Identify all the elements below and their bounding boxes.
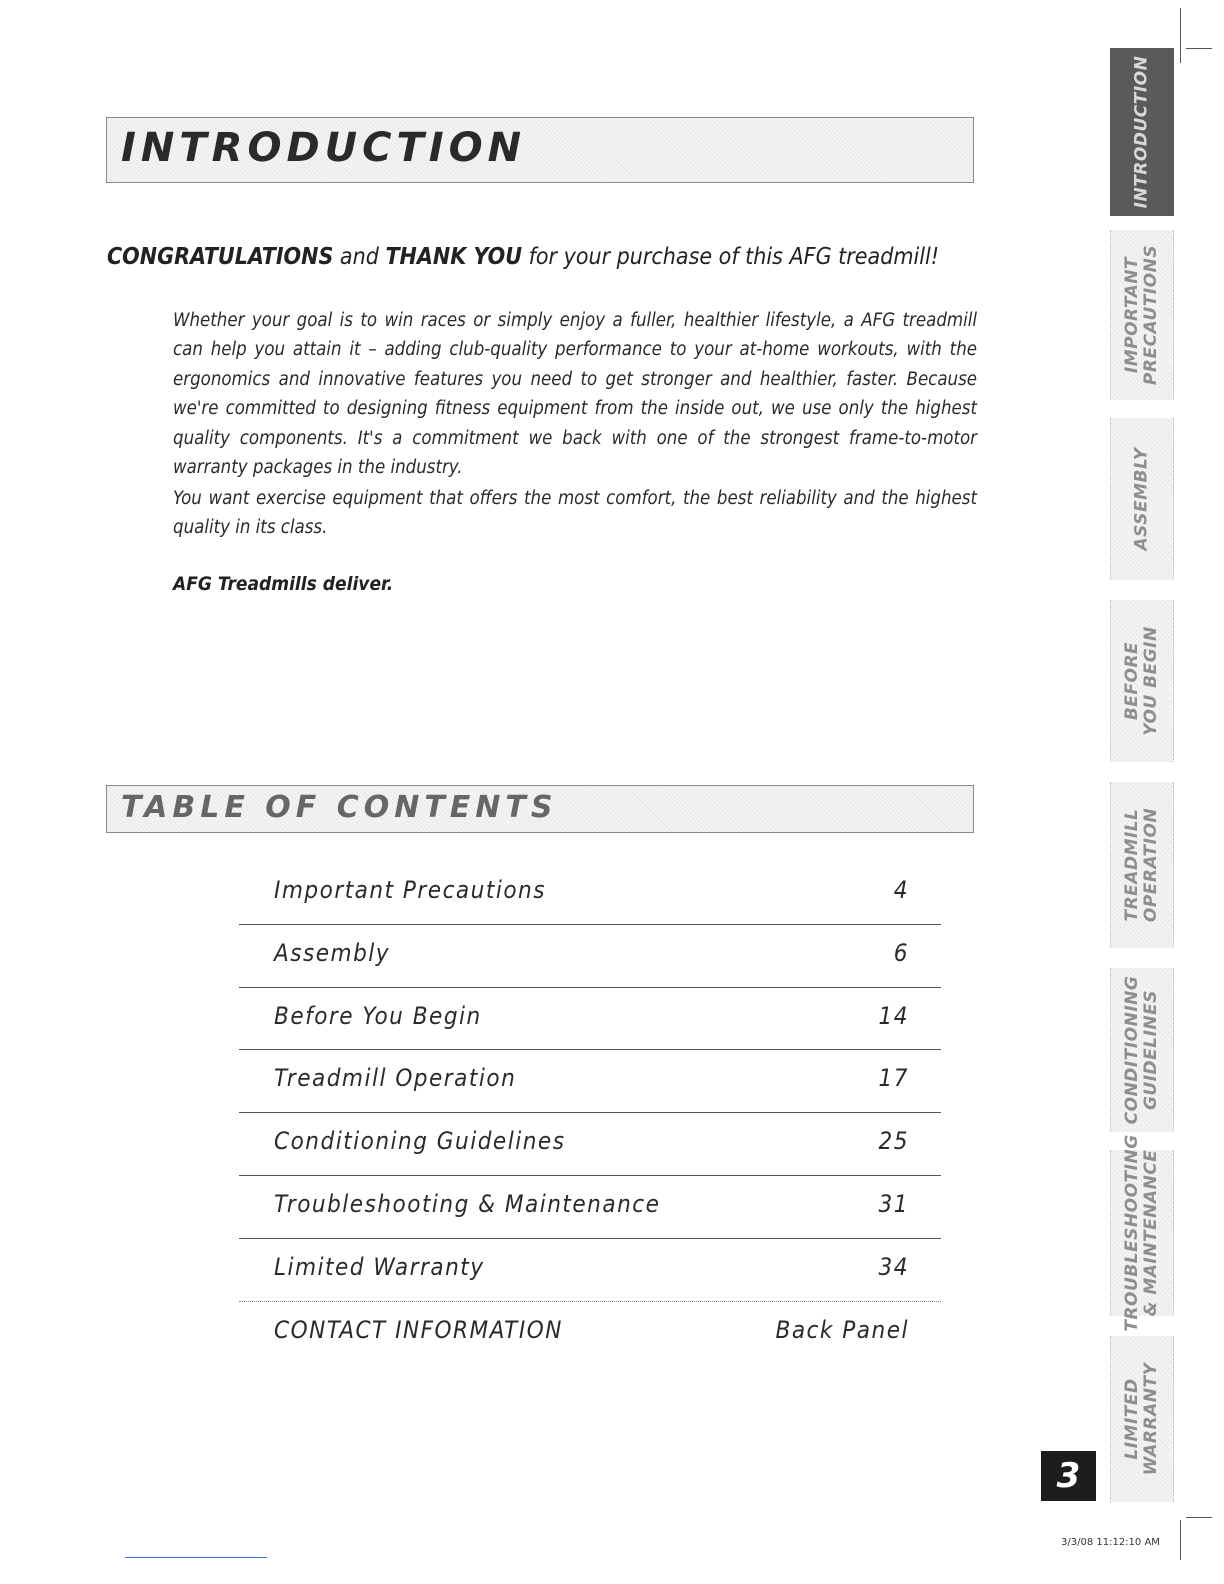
toc-title: TABLE OF CONTENTS — [121, 790, 558, 825]
page-number: 3 — [1041, 1451, 1096, 1501]
toc-entry-title: Limited Warranty — [274, 1252, 485, 1281]
toc-entry-title: Before You Begin — [274, 1001, 482, 1030]
crop-mark — [1180, 1520, 1181, 1560]
side-tab-conditioning-guidelines[interactable] — [1110, 968, 1174, 1132]
toc-entry[interactable] — [239, 1113, 941, 1176]
toc-entry-page: Back Panel — [775, 1315, 909, 1344]
toc-entry[interactable] — [239, 1050, 941, 1113]
side-tab-label: CONDITIONING GUIDELINES — [1122, 975, 1161, 1125]
toc-entry[interactable] — [239, 1302, 941, 1364]
toc-entry-page: 4 — [893, 876, 909, 904]
toc-entry[interactable] — [239, 925, 941, 988]
crop-mark — [1180, 8, 1181, 63]
crop-mark — [1186, 1517, 1212, 1518]
intro-tagline: AFG Treadmills deliver. — [173, 573, 394, 595]
side-tab-limited-warranty[interactable] — [1110, 1336, 1174, 1502]
side-tab-before-you-begin[interactable] — [1110, 600, 1174, 762]
headline-congratulations: CONGRATULATIONS — [107, 244, 334, 270]
toc-entry-page: 17 — [878, 1064, 909, 1093]
side-tab-important-precautions[interactable] — [1110, 230, 1174, 400]
toc-entry-page: 34 — [878, 1252, 909, 1281]
side-tab-label: ASSEMBLY — [1131, 447, 1152, 551]
side-tab-assembly[interactable] — [1110, 418, 1174, 580]
toc-entry-title: Conditioning Guidelines — [274, 1127, 566, 1156]
toc-entry[interactable] — [239, 988, 941, 1051]
headline-text-purchase: for your purchase of this AFG treadmill! — [522, 244, 940, 270]
toc-list — [239, 862, 941, 1363]
headline-text-and: and — [333, 244, 386, 270]
toc-entry-page: 14 — [878, 1001, 909, 1030]
toc-entry[interactable] — [239, 862, 941, 925]
print-timestamp: 3/3/08 11:12:10 AM — [1061, 1537, 1160, 1548]
intro-headline — [107, 244, 939, 270]
side-tab-troubleshooting-maintenance[interactable] — [1110, 1134, 1174, 1332]
introduction-title: INTRODUCTION — [121, 125, 527, 171]
side-tab-label: TROUBLESHOOTING & MAINTENANCE — [1122, 1134, 1161, 1332]
side-tab-label: IMPORTANT PRECAUTIONS — [1122, 244, 1161, 386]
side-tab-treadmill-operation[interactable] — [1110, 782, 1174, 948]
toc-entry-title: Important Precautions — [274, 876, 546, 904]
toc-entry-page: 6 — [893, 938, 909, 967]
side-tab-label: INTRODUCTION — [1131, 55, 1152, 209]
toc-header — [106, 785, 974, 833]
toc-entry-title: Treadmill Operation — [274, 1064, 517, 1093]
toc-entry-title: CONTACT INFORMATION — [274, 1315, 563, 1344]
side-tab-label: BEFORE YOU BEGIN — [1122, 626, 1161, 736]
side-tab-label: TREADMILL OPERATION — [1122, 807, 1161, 923]
headline-thank-you: THANK YOU — [385, 244, 522, 270]
toc-entry-title: Assembly — [274, 938, 391, 967]
introduction-header — [106, 117, 974, 183]
toc-entry-page: 25 — [878, 1127, 909, 1156]
side-tab-label: LIMITED WARRANTY — [1122, 1362, 1161, 1476]
footer-rule — [125, 1557, 267, 1558]
crop-mark — [1186, 48, 1212, 49]
intro-paragraph-1: Whether your goal is to win races or simply enjoy a fuller, healthier lifestyle, a AFG treadmill can help you attain it – adding club-quality performance to your at-home workouts, with the ergonomics and innovative features you need to get stronger and healthier, faster. Because we're committed to designing fitness equipment from the inside out, we use only the highest quality components. It's a commitment we back with one of the strongest frame-to-motor warranty packages in the industry. — [173, 310, 977, 479]
toc-entry[interactable] — [239, 1239, 941, 1302]
toc-entry-title: Troubleshooting & Maintenance — [274, 1189, 661, 1218]
toc-entry-page: 31 — [878, 1189, 909, 1218]
intro-paragraph-2: You want exercise equipment that offers the most comfort, the best reliability and the highest quality in its class. — [173, 488, 977, 539]
side-tab-introduction[interactable] — [1110, 48, 1174, 216]
toc-entry[interactable] — [239, 1176, 941, 1239]
